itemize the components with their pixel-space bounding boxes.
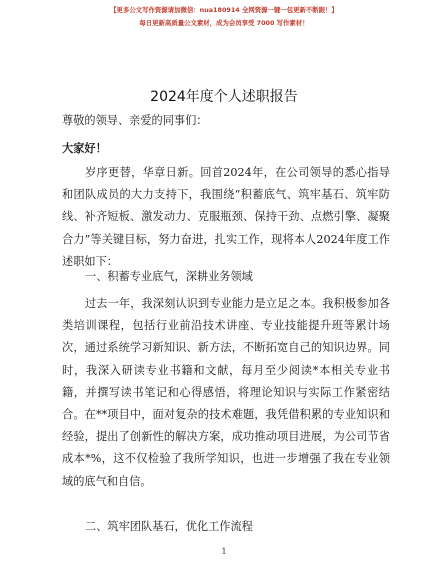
promo-banner-line-1: 【更多公文写作资源请加微信：nua180914 全网资源一键一包更新不断跟！】 [110, 6, 338, 14]
section-1-paragraph: 过去一年，我深刻认识到专业能力是立足之本。我积极参加各类培训课程，包括行业前沿技术讲座、专业技能提升班等累计场次，通过系统学习新知识、新方法，不断拓宽自己的知识边界。同时，我深入研读专业书籍和文献，每月至少阅读*本相关专业书籍，并撰写读书笔记和心得感悟，将理论知识与实际工作紧密结合。在**项目中，面对复杂的技术难题，我凭借积累的专业知识和经验，提出了创新性的解决方案，成功推动项目进展，为公司节省成本*%，这不仅检验了我所学知识，也进一步增强了我在专业领域的底气和自信。 [62, 297, 390, 488]
document-title: 2024年度个人述职报告 [150, 89, 298, 105]
section-heading-2: 二、筑牢团队基石，优化工作流程 [85, 520, 253, 533]
section-heading-1: 一、积蓄专业底气，深耕业务领域 [85, 270, 253, 283]
hello-line: 大家好！ [62, 141, 107, 155]
promo-banner-line-2: 每日更新高质量公文素材，成为会员享受 7000 写作素材！ [139, 19, 309, 27]
intro-paragraph: 岁序更替，华章日新。回首2024年，在公司领导的悉心指导和团队成员的大力支持下，我围绕“积蓄底气、筑牢基石、筑牢防线、补齐短板、激发动力、克服瓶颈、保持干劲、点燃引擎、凝聚合力”等关键目标，努力奋进，扎实工作，现将本人2024年度工作述职如下： [62, 166, 390, 268]
greeting: 尊敬的领导、亲爱的同事们： [62, 114, 208, 127]
page-number: 1 [221, 547, 227, 556]
